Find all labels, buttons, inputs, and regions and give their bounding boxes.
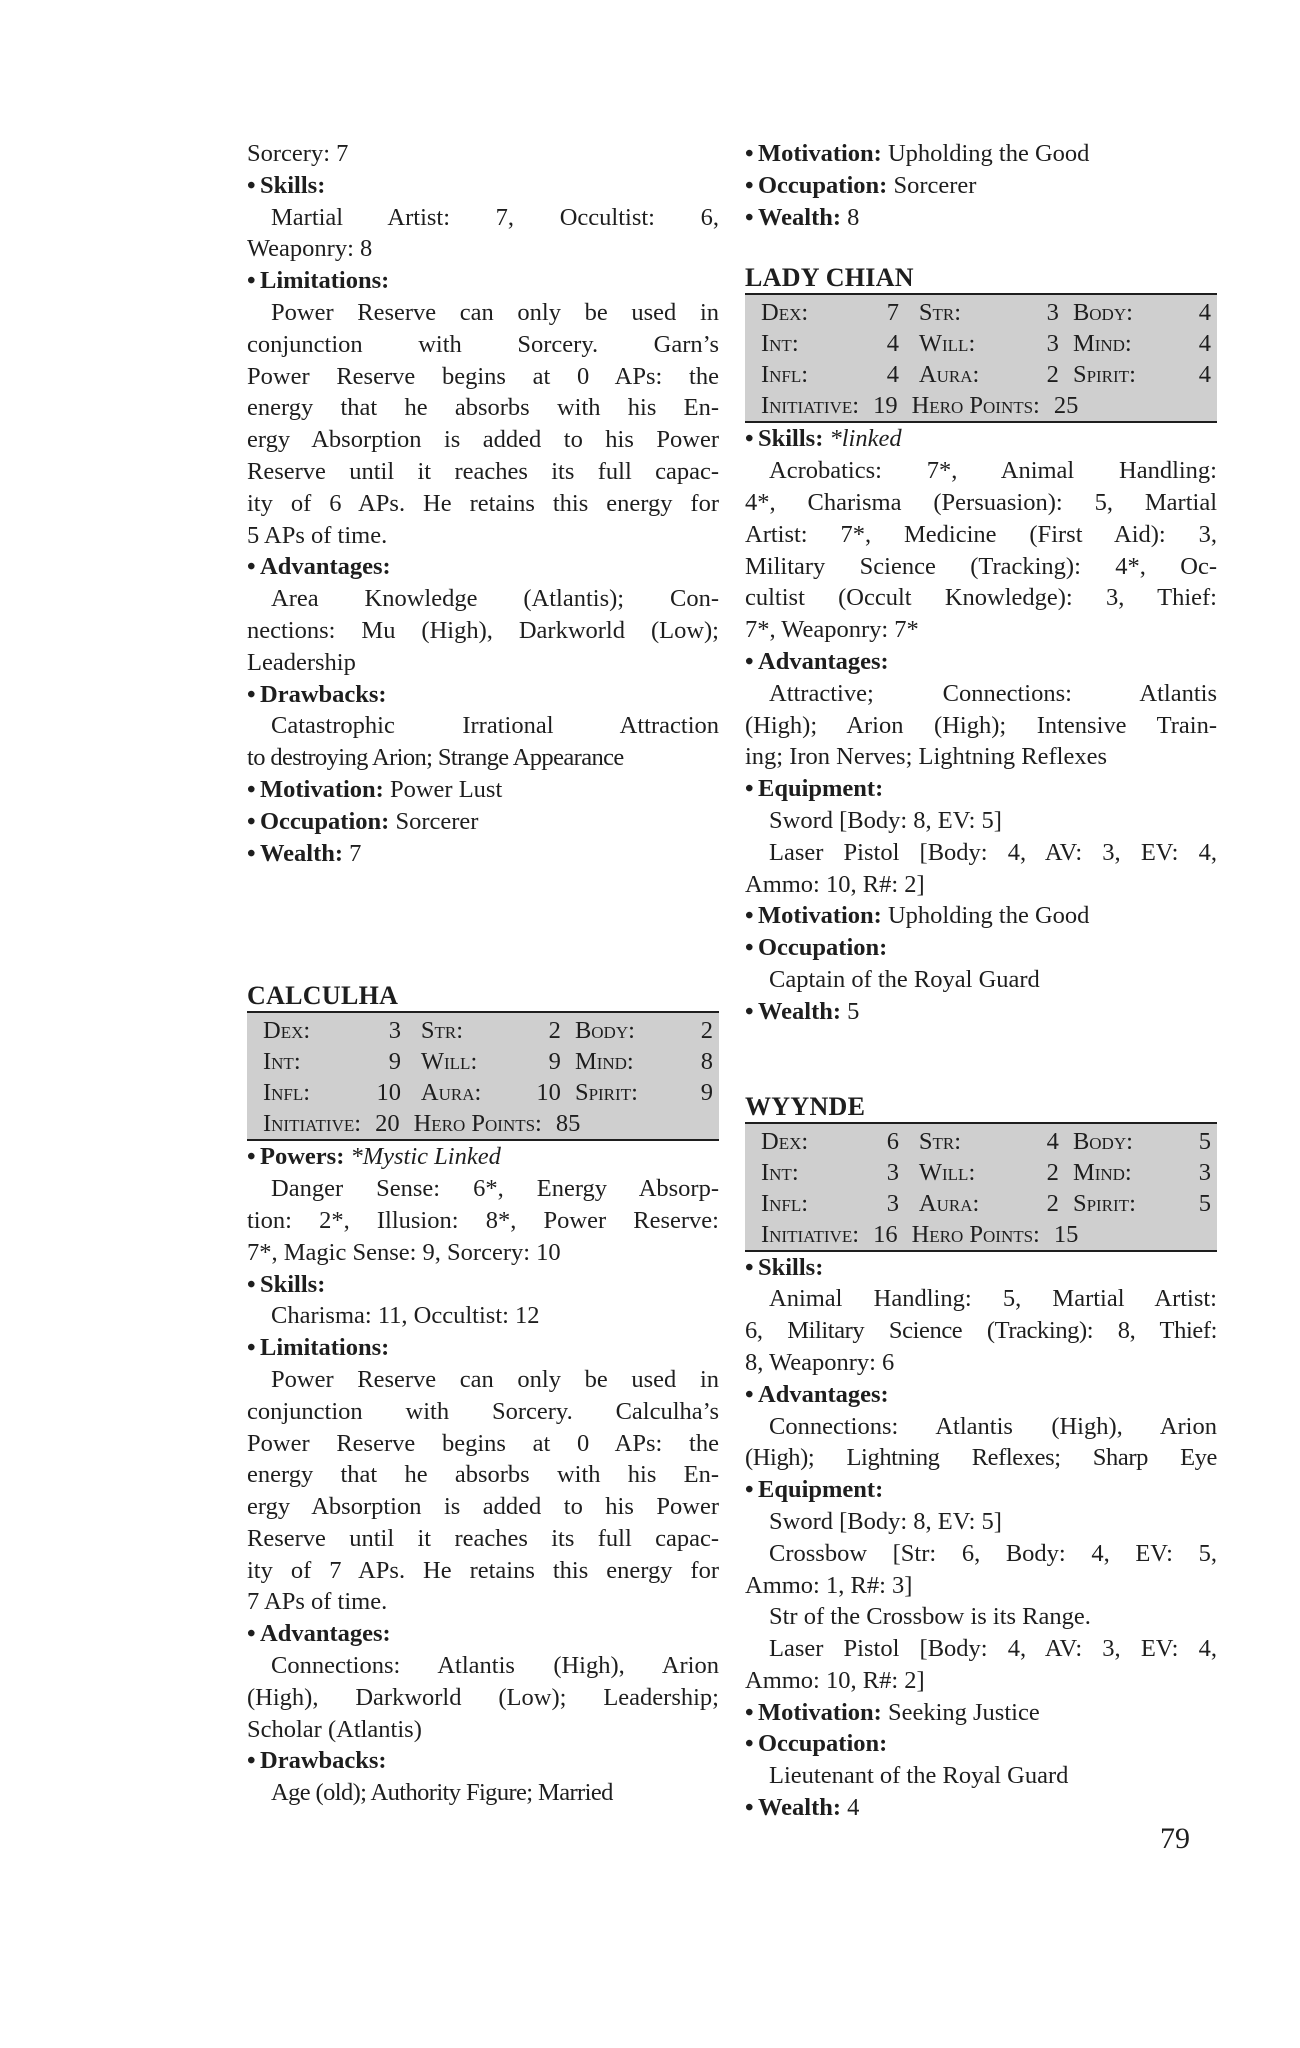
calculha-limitations-heading: • Limitations: bbox=[247, 1334, 390, 1362]
calculha-advantages-line: Scholar (Atlantis) bbox=[247, 1715, 422, 1743]
lady-chian-skills-heading: • Skills: *linked bbox=[745, 425, 902, 453]
right-column bbox=[745, 138, 1217, 1824]
calculha-stat-block: Dex: 3 Str: 2 Body: 2 Int: 9 Will: 9 Mind: 8 Infl: 10 Aura: 10 Spirit: 9 Initiative: 20 Hero Points: 85 bbox=[247, 1013, 719, 1141]
lady-chian-occupation-heading: • Occupation: bbox=[745, 934, 888, 962]
calculha-advantages-line: Connections: Atlantis (High), Arion bbox=[271, 1652, 719, 1680]
calculha-drawbacks-line: Age (old); Authority Figure; Married bbox=[271, 1779, 613, 1807]
garn-limitations-line: ergy Absorption is added to his Power bbox=[247, 426, 719, 454]
wyynde-skills-line: 8, Weaponry: 6 bbox=[745, 1348, 895, 1376]
garn-limitations-line: energy that he absorbs with his En- bbox=[247, 394, 719, 422]
page-number: 79 bbox=[1160, 1822, 1190, 1855]
wyynde-equipment-heading: • Equipment: bbox=[745, 1476, 884, 1504]
lady-chian-advantages-line: ing; Iron Nerves; Lightning Reflexes bbox=[745, 743, 1107, 771]
lady-chian-equipment-line: Ammo: 10, R#: 2] bbox=[745, 870, 925, 898]
lady-chian-skills-line: Military Science (Tracking): 4*, Oc- bbox=[745, 552, 1217, 580]
calculha-limitations-line: ergy Absorption is added to his Power bbox=[247, 1493, 719, 1521]
calculha-advantages-line: (High), Darkworld (Low); Leadership; bbox=[247, 1683, 719, 1711]
garn-wealth-line: • Wealth: 7 bbox=[247, 839, 362, 867]
lady-chian-skills-line: Artist: 7*, Medicine (First Aid): 3, bbox=[745, 520, 1217, 548]
wyynde-equipment-line: Ammo: 1, R#: 3] bbox=[745, 1571, 913, 1599]
garn-drawbacks-heading: • Drawbacks: bbox=[247, 680, 387, 708]
wyynde-skills-line: Animal Handling: 5, Martial Artist: bbox=[769, 1285, 1217, 1313]
wyynde-occupation-value: Lieutenant of the Royal Guard bbox=[769, 1762, 1069, 1790]
calculha-limitations-line: Power Reserve begins at 0 APs: the bbox=[247, 1429, 719, 1457]
calculha-name: CALCULHA bbox=[247, 979, 719, 1013]
garn-limitations-line: ity of 6 APs. He retains this energy for bbox=[247, 489, 719, 517]
wyynde-wealth-line: • Wealth: 4 bbox=[745, 1794, 860, 1822]
wyynde-skills-heading: • Skills: bbox=[745, 1253, 824, 1281]
garn-skills-heading: • Skills: bbox=[247, 171, 326, 199]
garn-advantages-heading: • Advantages: bbox=[247, 553, 391, 581]
wyynde-equipment-line: Crossbow [Str: 6, Body: 4, EV: 5, bbox=[769, 1539, 1217, 1567]
garn-limitations-line: Power Reserve can only be used in bbox=[271, 298, 719, 326]
lady-chian-motivation-line: • Motivation: Upholding the Good bbox=[745, 902, 1090, 930]
calculha-powers-line: tion: 2*, Illusion: 8*, Power Reserve: bbox=[247, 1206, 719, 1234]
calculha-skills-line: Charisma: 11, Occultist: 12 bbox=[271, 1302, 540, 1330]
garn-advantages-line: Leadership bbox=[247, 648, 356, 676]
garn-occupation-line: • Occupation: Sorcerer bbox=[247, 807, 479, 835]
lady-chian-skills-line: 4*, Charisma (Persuasion): 5, Martial bbox=[745, 488, 1217, 516]
wyynde-advantages-line: (High); Lightning Reflexes; Sharp Eye bbox=[745, 1444, 1217, 1472]
calculha-occupation-line: • Occupation: Sorcerer bbox=[745, 171, 977, 199]
left-column bbox=[247, 138, 719, 1809]
lady-chian-wealth-line: • Wealth: 5 bbox=[745, 997, 860, 1025]
wyynde-equipment-line: Sword [Body: 8, EV: 5] bbox=[769, 1507, 1002, 1535]
calculha-limitations-line: Power Reserve can only be used in bbox=[271, 1365, 719, 1393]
lady-chian-equipment-heading: • Equipment: bbox=[745, 775, 884, 803]
garn-limitations-heading: • Limitations: bbox=[247, 267, 390, 295]
wyynde-equipment-line: Ammo: 10, R#: 2] bbox=[745, 1666, 925, 1694]
calculha-advantages-heading: • Advantages: bbox=[247, 1620, 391, 1648]
lady-chian-advantages-line: (High); Arion (High); Intensive Train- bbox=[745, 711, 1217, 739]
lady-chian-advantages-heading: • Advantages: bbox=[745, 647, 889, 675]
wyynde-advantages-line: Connections: Atlantis (High), Arion bbox=[769, 1412, 1217, 1440]
calculha-limitations-line: energy that he absorbs with his En- bbox=[247, 1461, 719, 1489]
wyynde-stat-block: Dex: 6 Str: 4 Body: 5 Int: 3 Will: 2 Mind: 3 Infl: 3 Aura: 2 Spirit: 5 Initiative: 16 Hero Points: 15 bbox=[745, 1124, 1217, 1252]
garn-limitations-line: conjunction with Sorcery. Garn’s bbox=[247, 330, 719, 358]
lady-chian-stat-block: Dex: 7 Str: 3 Body: 4 Int: 4 Will: 3 Mind: 4 Infl: 4 Aura: 2 Spirit: 4 Initiative: 19 Hero Points: 25 bbox=[745, 295, 1217, 423]
garn-advantages-line: Area Knowledge (Atlantis); Con- bbox=[271, 585, 719, 613]
garn-drawbacks-line: to destroying Arion; Strange Appearance bbox=[247, 744, 624, 772]
wyynde-name: WYYNDE bbox=[745, 1090, 1217, 1124]
wyynde-equipment-line: Str of the Crossbow is its Range. bbox=[769, 1603, 1091, 1631]
garn-sorcery-line: Sorcery: 7 bbox=[247, 140, 349, 167]
lady-chian-equipment-line: Sword [Body: 8, EV: 5] bbox=[769, 806, 1002, 834]
lady-chian-skills-line: cultist (Occult Knowledge): 3, Thief: bbox=[745, 584, 1217, 612]
garn-advantages-line: nections: Mu (High), Darkworld (Low); bbox=[247, 616, 719, 644]
calculha-motivation-line: • Motivation: Upholding the Good bbox=[745, 140, 1090, 167]
calculha-powers-line: 7*, Magic Sense: 9, Sorcery: 10 bbox=[247, 1238, 561, 1266]
lady-chian-skills-line: Acrobatics: 7*, Animal Handling: bbox=[769, 457, 1217, 485]
garn-limitations-line: Power Reserve begins at 0 APs: the bbox=[247, 362, 719, 390]
lady-chian-advantages-line: Attractive; Connections: Atlantis bbox=[769, 679, 1217, 707]
garn-limitations-line: 5 APs of time. bbox=[247, 521, 388, 549]
lady-chian-skills-line: 7*, Weaponry: 7* bbox=[745, 616, 919, 644]
calculha-limitations-line: 7 APs of time. bbox=[247, 1588, 388, 1616]
wyynde-motivation-line: • Motivation: Seeking Justice bbox=[745, 1698, 1040, 1726]
garn-motivation-line: • Motivation: Power Lust bbox=[247, 775, 503, 803]
calculha-drawbacks-heading: • Drawbacks: bbox=[247, 1747, 387, 1775]
calculha-powers-heading: • Powers: *Mystic Linked bbox=[247, 1143, 501, 1171]
calculha-limitations-line: Reserve until it reaches its full capac- bbox=[247, 1524, 719, 1552]
lady-chian-occupation-value: Captain of the Royal Guard bbox=[769, 965, 1040, 993]
wyynde-occupation-heading: • Occupation: bbox=[745, 1730, 888, 1758]
garn-skills-line: Martial Artist: 7, Occultist: 6, bbox=[271, 203, 719, 231]
lady-chian-equipment-line: Laser Pistol [Body: 4, AV: 3, EV: 4, bbox=[769, 838, 1217, 866]
calculha-powers-line: Danger Sense: 6*, Energy Absorp- bbox=[271, 1175, 719, 1203]
wyynde-equipment-line: Laser Pistol [Body: 4, AV: 3, EV: 4, bbox=[769, 1635, 1217, 1663]
calculha-skills-heading: • Skills: bbox=[247, 1270, 326, 1298]
garn-limitations-line: Reserve until it reaches its full capac- bbox=[247, 457, 719, 485]
calculha-limitations-line: ity of 7 APs. He retains this energy for bbox=[247, 1556, 719, 1584]
lady-chian-name: LADY CHIAN bbox=[745, 261, 1217, 295]
wyynde-skills-line: 6, Military Science (Tracking): 8, Thief: bbox=[745, 1317, 1217, 1345]
wyynde-advantages-heading: • Advantages: bbox=[745, 1380, 889, 1408]
garn-drawbacks-line: Catastrophic Irrational Attraction bbox=[271, 712, 719, 740]
garn-skills-line: Weaponry: 8 bbox=[247, 235, 373, 263]
calculha-limitations-line: conjunction with Sorcery. Calculha’s bbox=[247, 1397, 719, 1425]
calculha-wealth-line: • Wealth: 8 bbox=[745, 203, 860, 231]
